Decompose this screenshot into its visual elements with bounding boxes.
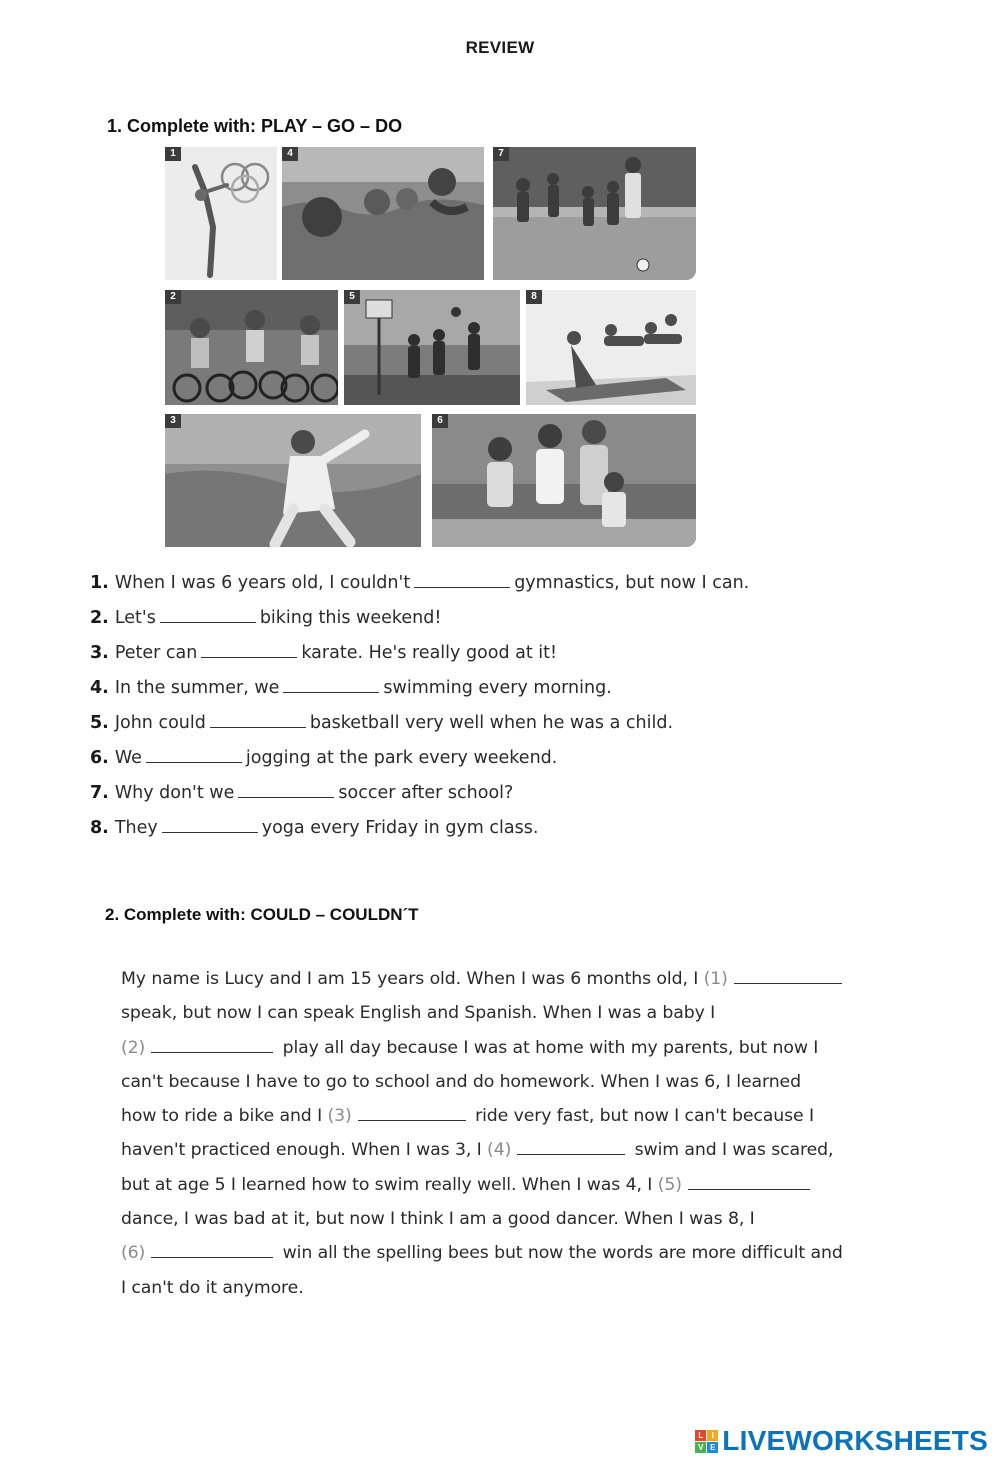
item-number: 2.	[90, 608, 109, 628]
sentence-start: In the summer, we	[114, 678, 280, 698]
text-segment: haven't practiced enough. When I was 3, I	[121, 1140, 482, 1161]
biking-illustration	[165, 290, 338, 405]
exercise-item	[90, 813, 850, 848]
sentence-start: When I was 6 years old, I couldn't	[114, 573, 411, 593]
sentence-end: gymnastics, but now I can.	[514, 573, 750, 593]
sentence-end: yoga every Friday in gym class.	[261, 818, 539, 838]
logo-letter: L	[695, 1430, 706, 1441]
photo-gymnastics	[165, 147, 277, 280]
exercise-item	[90, 603, 850, 638]
item-number: 3.	[90, 643, 109, 663]
paragraph-line	[121, 1271, 871, 1305]
answer-blank[interactable]	[517, 1136, 625, 1155]
gymnast-illustration	[165, 147, 277, 280]
photo-swimming	[282, 147, 484, 280]
section-1-heading: 1. Complete with: PLAY – GO – DO	[107, 116, 403, 136]
photo-number: 2	[165, 290, 181, 304]
text-segment: speak, but now I can speak English and Spanish. When I was a baby I	[121, 1003, 716, 1024]
item-number: 6.	[90, 748, 109, 768]
text-segment: how to ride a bike and I	[121, 1106, 323, 1127]
text-segment: I can't do it anymore.	[121, 1277, 304, 1298]
sentence-start: Why don't we	[114, 783, 235, 803]
answer-blank[interactable]	[358, 1102, 466, 1121]
paragraph-line	[121, 1202, 871, 1236]
answer-blank[interactable]	[162, 814, 258, 833]
answer-blank[interactable]	[210, 709, 306, 728]
soccer-illustration	[493, 147, 696, 280]
exercise-item	[90, 673, 850, 708]
text-segment: but at age 5 I learned how to swim really well. When I was 4, I	[121, 1174, 653, 1195]
paragraph-line	[121, 962, 871, 996]
answer-blank[interactable]	[151, 1034, 273, 1053]
logo-letter: V	[695, 1442, 706, 1453]
paragraph-line	[121, 1236, 871, 1270]
logo-letter: E	[707, 1442, 718, 1453]
sentence-end: soccer after school?	[338, 783, 514, 803]
item-number: 5.	[90, 713, 109, 733]
exercise-1-list	[90, 568, 850, 848]
photo-karate	[165, 414, 421, 547]
gap-label: (2)	[121, 1037, 146, 1058]
yoga-illustration	[526, 290, 696, 405]
answer-blank[interactable]	[283, 674, 379, 693]
logo-text: LIVEWORKSHEETS	[722, 1425, 988, 1456]
answer-blank[interactable]	[201, 639, 297, 658]
text-segment: play all day because I was at home with my parents, but now I	[282, 1037, 819, 1058]
gap-label: (1)	[703, 969, 728, 989]
text-segment: swim and I was scared,	[634, 1140, 834, 1161]
answer-blank[interactable]	[688, 1171, 810, 1190]
answer-blank[interactable]	[238, 779, 334, 798]
answer-blank[interactable]	[160, 604, 256, 623]
photo-number: 7	[493, 147, 509, 161]
item-number: 1.	[90, 573, 109, 593]
photo-number: 1	[165, 147, 181, 161]
text-segment: My name is Lucy and I am 15 years old. When I was 6 months old, I	[121, 969, 699, 989]
item-number: 4.	[90, 678, 109, 698]
photo-biking	[165, 290, 338, 405]
photo-basketball	[344, 290, 520, 405]
logo-letter: I	[707, 1430, 718, 1441]
exercise-item	[90, 568, 850, 603]
paragraph-line	[121, 1065, 871, 1099]
paragraph-line	[121, 1031, 871, 1065]
photo-jogging	[432, 414, 696, 547]
jogging-illustration	[432, 414, 696, 547]
photo-number: 3	[165, 414, 181, 428]
sentence-end: biking this weekend!	[259, 608, 442, 628]
sentence-start: Let's	[114, 608, 156, 628]
sentence-start: Peter can	[114, 643, 198, 663]
swimming-illustration	[282, 147, 484, 280]
gap-label: (6)	[121, 1243, 146, 1264]
paragraph-line	[121, 1133, 871, 1167]
gap-label: (4)	[487, 1140, 512, 1161]
gap-label: (3)	[327, 1106, 352, 1127]
section-2-heading: 2. Complete with: COULD – COULDN´T	[105, 905, 419, 924]
sentence-end: swimming every morning.	[383, 678, 612, 698]
exercise-item	[90, 743, 850, 778]
logo-mark-icon	[695, 1430, 718, 1453]
text-segment: ride very fast, but now I can't because I	[475, 1106, 814, 1127]
exercise-item	[90, 778, 850, 813]
item-number: 8.	[90, 818, 109, 838]
paragraph-line	[121, 1099, 871, 1133]
photo-number: 5	[344, 290, 360, 304]
photo-soccer	[493, 147, 696, 280]
text-segment: dance, I was bad at it, but now I think I am a good dancer. When I was 8, I	[121, 1209, 755, 1230]
exercise-item	[90, 638, 850, 673]
answer-blank[interactable]	[734, 965, 842, 984]
sentence-start: We	[114, 748, 142, 768]
gap-label: (5)	[657, 1174, 682, 1195]
paragraph-line	[121, 1168, 871, 1202]
item-number: 7.	[90, 783, 109, 803]
sentence-start: They	[114, 818, 158, 838]
answer-blank[interactable]	[414, 569, 510, 588]
exercise-2-paragraph	[121, 962, 871, 1305]
sentence-end: jogging at the park every weekend.	[245, 748, 558, 768]
page-title: REVIEW	[465, 38, 535, 57]
photo-yoga	[526, 290, 696, 405]
sentence-start: John could	[114, 713, 206, 733]
photo-number: 4	[282, 147, 298, 161]
exercise-item	[90, 708, 850, 743]
sentence-end: basketball very well when he was a child.	[309, 713, 674, 733]
karate-illustration	[165, 414, 421, 547]
paragraph-line	[121, 996, 871, 1030]
basketball-illustration	[344, 290, 520, 405]
answer-blank[interactable]	[146, 744, 242, 763]
sentence-end: karate. He's really good at it!	[301, 643, 558, 663]
photo-number: 6	[432, 414, 448, 428]
photo-number: 8	[526, 290, 542, 304]
text-segment: win all the spelling bees but now the words are more difficult and	[282, 1243, 843, 1264]
liveworksheets-logo[interactable]	[695, 1425, 988, 1457]
answer-blank[interactable]	[151, 1239, 273, 1258]
text-segment: can't because I have to go to school and do homework. When I was 6, I learned	[121, 1071, 801, 1092]
